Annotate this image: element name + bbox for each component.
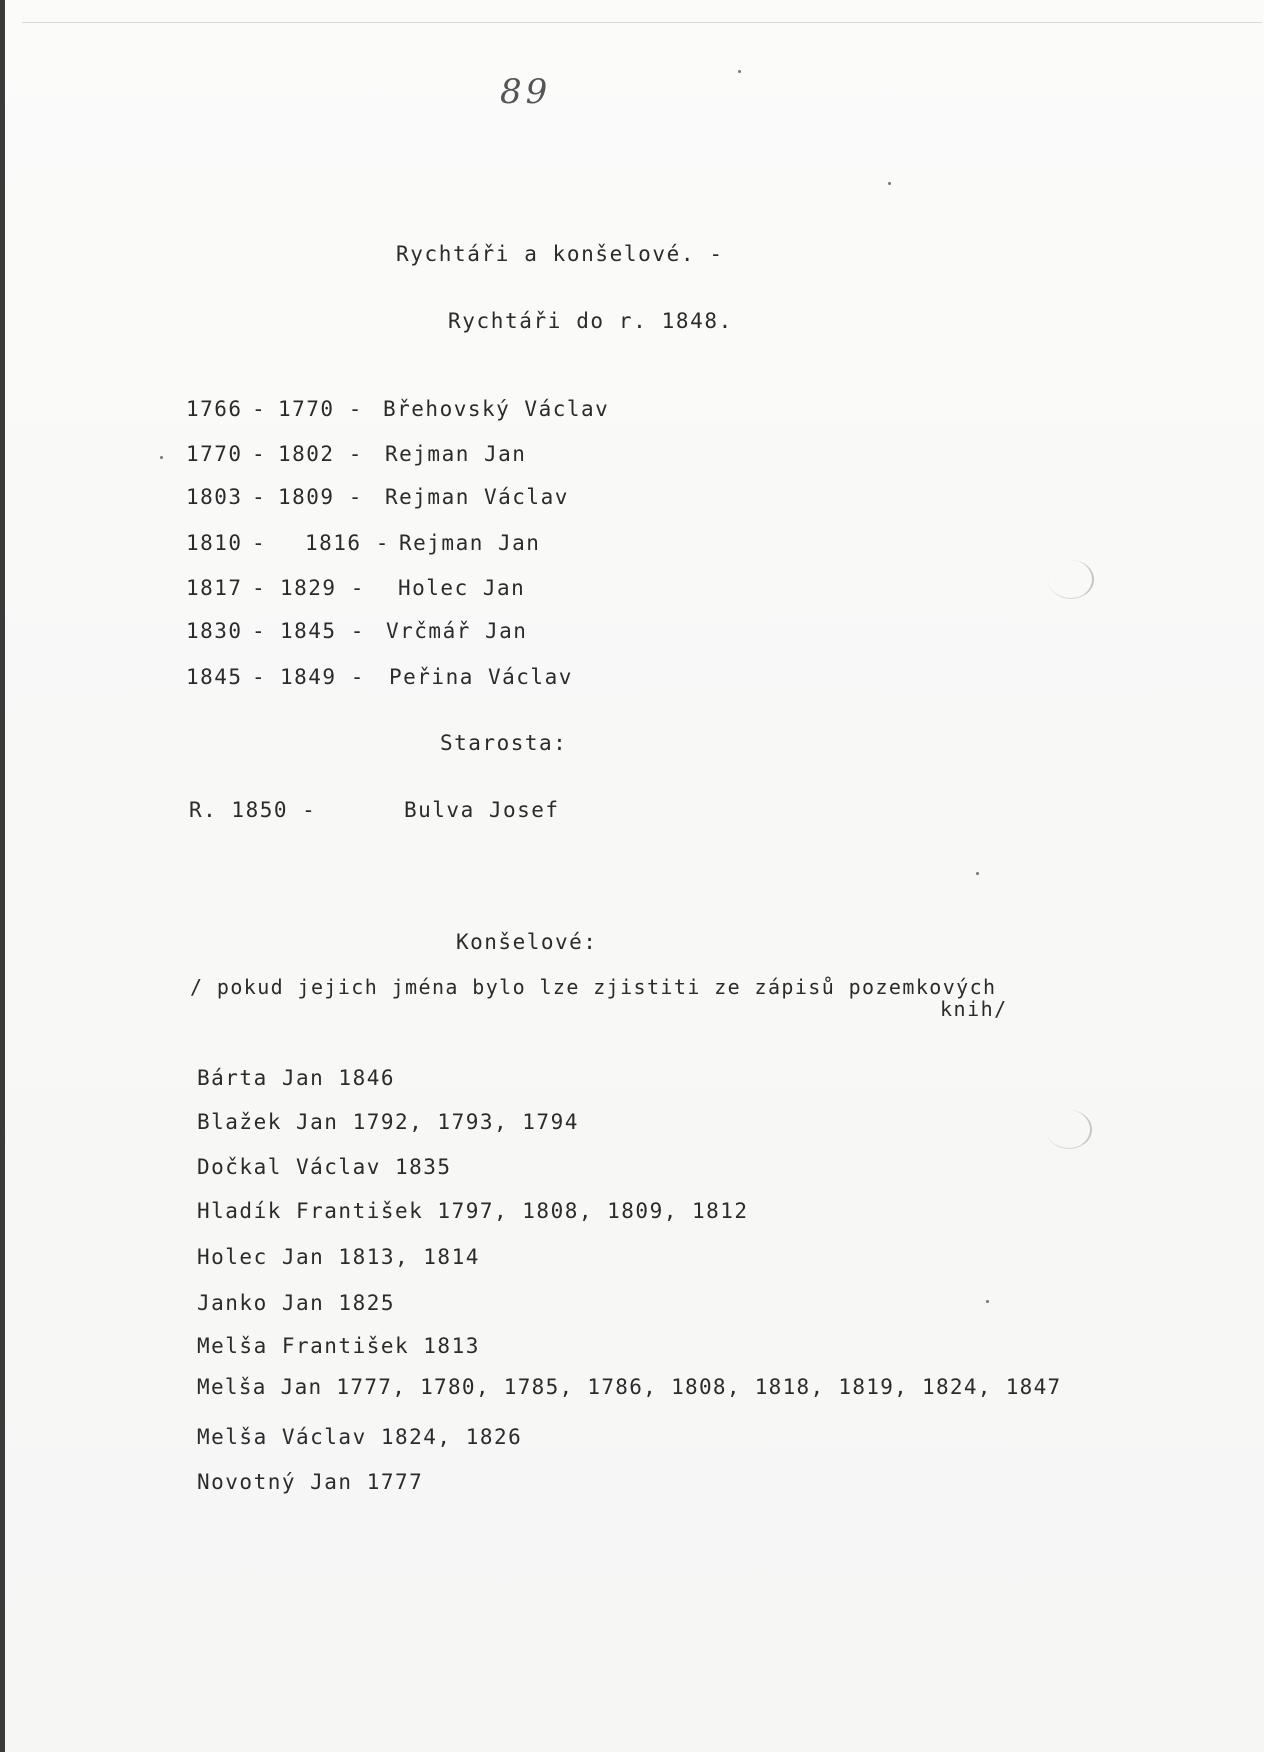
list-item: Hladík František 1797, 1808, 1809, 1812 bbox=[197, 1199, 749, 1223]
rychtar-to: 1845 - bbox=[280, 619, 365, 643]
page-title: Rychtáři a konšelové. - bbox=[396, 242, 724, 266]
dash: - bbox=[252, 531, 267, 555]
rychtar-to: 1770 - bbox=[278, 397, 363, 421]
konselove-note-continued: knih/ bbox=[940, 997, 1008, 1021]
dash: - bbox=[252, 576, 267, 600]
rychtar-name: Rejman Jan bbox=[385, 442, 527, 466]
rychtar-from: 1803 bbox=[186, 485, 243, 509]
list-item: Melša Václav 1824, 1826 bbox=[197, 1425, 523, 1449]
list-item: Melša František 1813 bbox=[197, 1334, 480, 1358]
scan-speck bbox=[976, 872, 979, 875]
rychtar-from: 1845 bbox=[186, 665, 243, 689]
list-item: Blažek Jan 1792, 1793, 1794 bbox=[197, 1110, 579, 1134]
scan-speck bbox=[888, 182, 891, 185]
rychtar-name: Peřina Václav bbox=[389, 665, 573, 689]
list-item: Holec Jan 1813, 1814 bbox=[197, 1245, 480, 1269]
page-subtitle: Rychtáři do r. 1848. bbox=[448, 309, 733, 333]
dash: - bbox=[252, 397, 267, 421]
scan-top-line bbox=[22, 22, 1262, 23]
dash: - bbox=[252, 665, 267, 689]
list-item: Melša Jan 1777, 1780, 1785, 1786, 1808, 1818, 1819, 1824, 1847 bbox=[197, 1375, 1062, 1399]
rychtar-to: 1849 - bbox=[280, 665, 365, 689]
rychtar-to: 1816 - bbox=[305, 531, 390, 555]
rychtar-name: Rejman Jan bbox=[399, 531, 541, 555]
rychtar-to: 1829 - bbox=[280, 576, 365, 600]
dash: - bbox=[252, 619, 267, 643]
rychtar-to: 1809 - bbox=[278, 485, 363, 509]
rychtar-to: 1802 - bbox=[278, 442, 363, 466]
rychtar-from: 1766 bbox=[186, 397, 243, 421]
rychtar-name: Holec Jan bbox=[398, 576, 526, 600]
rychtar-name: Břehovský Václav bbox=[383, 397, 610, 421]
punch-hole-mark bbox=[1046, 1110, 1092, 1149]
scan-left-border bbox=[0, 0, 5, 1752]
rychtar-from: 1810 bbox=[186, 531, 243, 555]
starosta-name: Bulva Josef bbox=[404, 798, 560, 822]
rychtar-from: 1817 bbox=[186, 576, 243, 600]
list-item: Dočkal Václav 1835 bbox=[197, 1155, 452, 1179]
starosta-heading: Starosta: bbox=[440, 731, 568, 755]
rychtar-name: Vrčmář Jan bbox=[386, 619, 528, 643]
rychtar-from: 1770 bbox=[186, 442, 243, 466]
konselove-heading: Konšelové: bbox=[456, 930, 598, 954]
dash: - bbox=[252, 485, 267, 509]
konselove-note: / pokud jejich jména bylo lze zjistiti ze zápisů pozemkových bbox=[190, 975, 997, 999]
rychtar-from: 1830 bbox=[186, 619, 243, 643]
list-item: Bárta Jan 1846 bbox=[197, 1066, 396, 1090]
scan-speck bbox=[986, 1300, 989, 1303]
rychtar-name: Rejman Václav bbox=[385, 485, 569, 509]
list-item: Janko Jan 1825 bbox=[197, 1291, 396, 1315]
handwritten-page-number: 89 bbox=[500, 72, 552, 112]
punch-hole-mark bbox=[1048, 560, 1094, 599]
starosta-year: R. 1850 - bbox=[189, 798, 317, 822]
dash: - bbox=[252, 442, 267, 466]
scan-speck bbox=[738, 70, 741, 73]
scan-speck bbox=[160, 456, 163, 459]
list-item: Novotný Jan 1777 bbox=[197, 1470, 424, 1494]
